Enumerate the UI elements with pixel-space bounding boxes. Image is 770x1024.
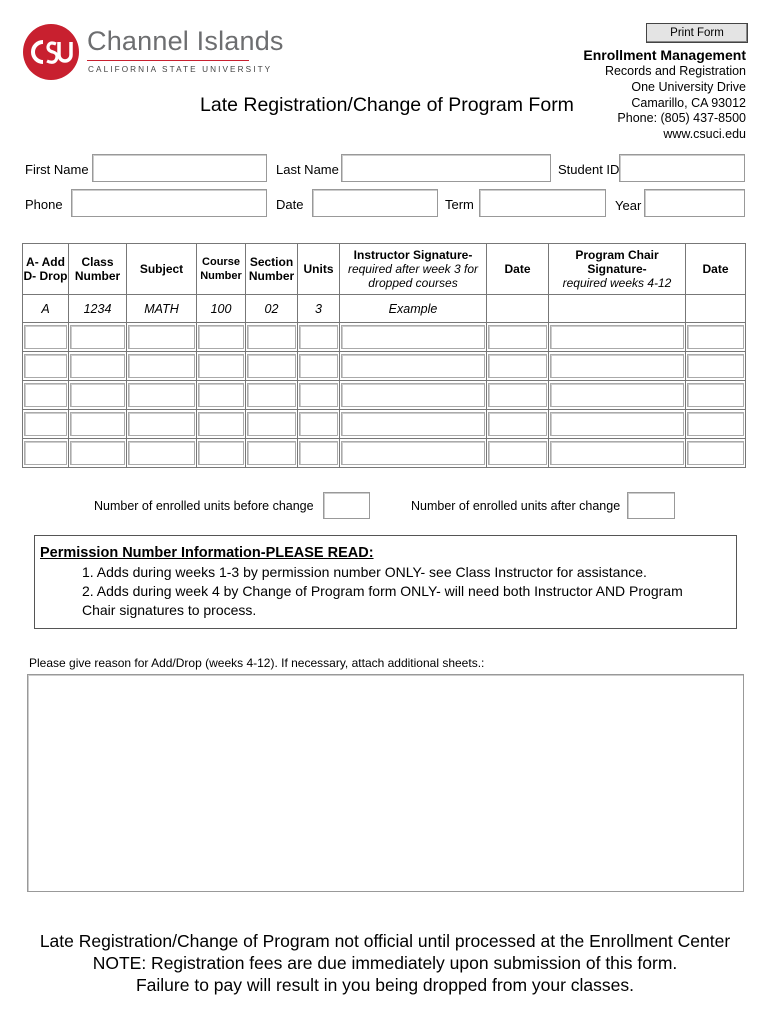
date-cell[interactable] [488,354,547,378]
reason-textarea[interactable] [27,674,744,892]
class-number-cell[interactable] [70,383,125,407]
org-line: Records and Registration [604,64,746,78]
org-title: Enrollment Management [583,47,746,63]
last-name-field[interactable] [341,154,551,182]
permission-item-1: 1. Adds during weeks 1-3 by permission number ONLY- see Class Instructor for assistance. [82,564,647,580]
logo-subtitle: CALIFORNIA STATE UNIVERSITY [88,65,273,74]
student-id-label: Student ID [558,162,620,177]
header-date: Date [487,244,549,295]
date-cell[interactable] [488,412,547,436]
date-2-cell[interactable] [687,412,744,436]
table-row [23,410,746,439]
chair-signature-cell[interactable] [550,325,684,349]
instructor-signature-cell[interactable] [341,441,485,465]
header-class-number: Class Number [69,244,127,295]
units-cell[interactable] [299,441,338,465]
date-2-cell[interactable] [687,441,744,465]
add-drop-cell[interactable] [24,441,67,465]
subject-cell[interactable] [128,412,195,436]
class-number-cell[interactable] [70,354,125,378]
units-before-field[interactable] [323,492,370,519]
header-instructor-signature: Instructor Signature- required after week 3 for dropped courses [340,244,487,295]
example-subject: MATH [127,295,197,323]
org-line: Camarillo, CA 93012 [631,95,746,110]
chair-signature-cell[interactable] [550,354,684,378]
footer-notice-3: Failure to pay will result in you being dropped from your classes. [135,975,634,995]
section-number-cell[interactable] [247,354,296,378]
org-address-block [583,46,746,143]
section-number-cell[interactable] [247,412,296,436]
add-drop-cell[interactable] [24,412,67,436]
example-class-number: 1234 [69,295,127,323]
example-date-2 [686,295,746,323]
subject-cell[interactable] [128,354,195,378]
class-number-cell[interactable] [70,325,125,349]
permission-title: Permission Number Information-PLEASE READ: [40,545,374,561]
course-number-cell[interactable] [198,354,244,378]
form-title: Late Registration/Change of Program Form [200,94,574,116]
units-cell[interactable] [299,354,338,378]
units-before-label: Number of enrolled units before change [94,499,314,513]
reason-label: Please give reason for Add/Drop (weeks 4-12). If necessary, attach additional sheets.: [29,656,485,670]
print-form-button[interactable]: Print Form [646,23,748,43]
csu-monogram-icon [23,24,79,80]
instructor-signature-cell[interactable] [341,325,485,349]
header-date-2: Date [686,244,746,295]
add-drop-cell[interactable] [24,354,67,378]
table-row [23,352,746,381]
example-add-drop: A [23,295,69,323]
section-number-cell[interactable] [247,383,296,407]
year-field[interactable] [644,189,745,217]
example-course-number: 100 [197,295,246,323]
units-after-label: Number of enrolled units after change [411,499,621,513]
class-number-cell[interactable] [70,441,125,465]
table-header-row [23,244,746,295]
subject-cell[interactable] [128,383,195,407]
footer-notice-1: Late Registration/Change of Program not official until processed at the Enrollment Center [39,931,731,951]
course-number-cell[interactable] [198,441,244,465]
term-label: Term [445,197,474,212]
logo-wordmark: Channel Islands [87,26,284,56]
permission-item-2-cont: Chair signatures to process. [82,602,257,618]
year-label: Year [615,198,642,213]
org-line: www.csuci.edu [663,127,746,142]
course-change-table [22,243,746,468]
course-number-cell[interactable] [198,325,244,349]
chair-signature-cell[interactable] [550,441,684,465]
date-2-cell[interactable] [687,383,744,407]
date-cell[interactable] [488,325,547,349]
table-row [23,323,746,352]
units-after-field[interactable] [627,492,675,519]
date-cell[interactable] [488,441,547,465]
class-number-cell[interactable] [70,412,125,436]
chair-signature-cell[interactable] [550,383,684,407]
example-date [487,295,549,323]
date-2-cell[interactable] [687,325,744,349]
add-drop-cell[interactable] [24,325,67,349]
header-section-number: Section Number [246,244,298,295]
org-line: One University Drive [631,79,746,94]
instructor-signature-cell[interactable] [341,354,485,378]
table-row [23,439,746,468]
units-cell[interactable] [299,325,338,349]
csuci-logo-seal [23,24,79,80]
header-add-drop: A- Add D- Drop [23,244,69,295]
header-subject: Subject [127,244,197,295]
add-drop-cell[interactable] [24,383,67,407]
example-section-number: 02 [246,295,298,323]
phone-label: Phone [25,197,63,212]
header-units: Units [298,244,340,295]
instructor-signature-cell[interactable] [341,383,485,407]
subject-cell[interactable] [128,441,195,465]
term-field[interactable] [479,189,606,217]
section-number-cell[interactable] [247,325,296,349]
instructor-signature-cell[interactable] [341,412,485,436]
units-cell[interactable] [299,383,338,407]
example-chair [549,295,686,323]
subject-cell[interactable] [128,325,195,349]
logo-divider [87,60,249,61]
footer-notice-2: NOTE: Registration fees are due immediately upon submission of this form. [92,953,678,973]
example-units: 3 [298,295,340,323]
last-name-label: Last Name [276,162,339,177]
student-id-field[interactable] [619,154,745,182]
date-label: Date [276,197,304,212]
phone-field[interactable] [71,189,267,217]
org-line: Phone: (805) 437-8500 [617,111,746,126]
example-row [23,295,746,323]
example-instructor: Example [340,295,487,323]
chair-signature-cell[interactable] [550,412,684,436]
header-program-chair-signature: Program Chair Signature- required weeks 4-12 [549,244,686,295]
section-number-cell[interactable] [247,441,296,465]
units-cell[interactable] [299,412,338,436]
course-number-cell[interactable] [198,383,244,407]
date-2-cell[interactable] [687,354,744,378]
date-field[interactable] [312,189,438,217]
permission-item-2: 2. Adds during week 4 by Change of Program form ONLY- will need both Instructor AND Program [82,583,683,599]
first-name-label: First Name [25,162,89,177]
date-cell[interactable] [488,383,547,407]
first-name-field[interactable] [92,154,267,182]
table-row [23,381,746,410]
header-course-number: Course Number [197,244,246,295]
course-number-cell[interactable] [198,412,244,436]
